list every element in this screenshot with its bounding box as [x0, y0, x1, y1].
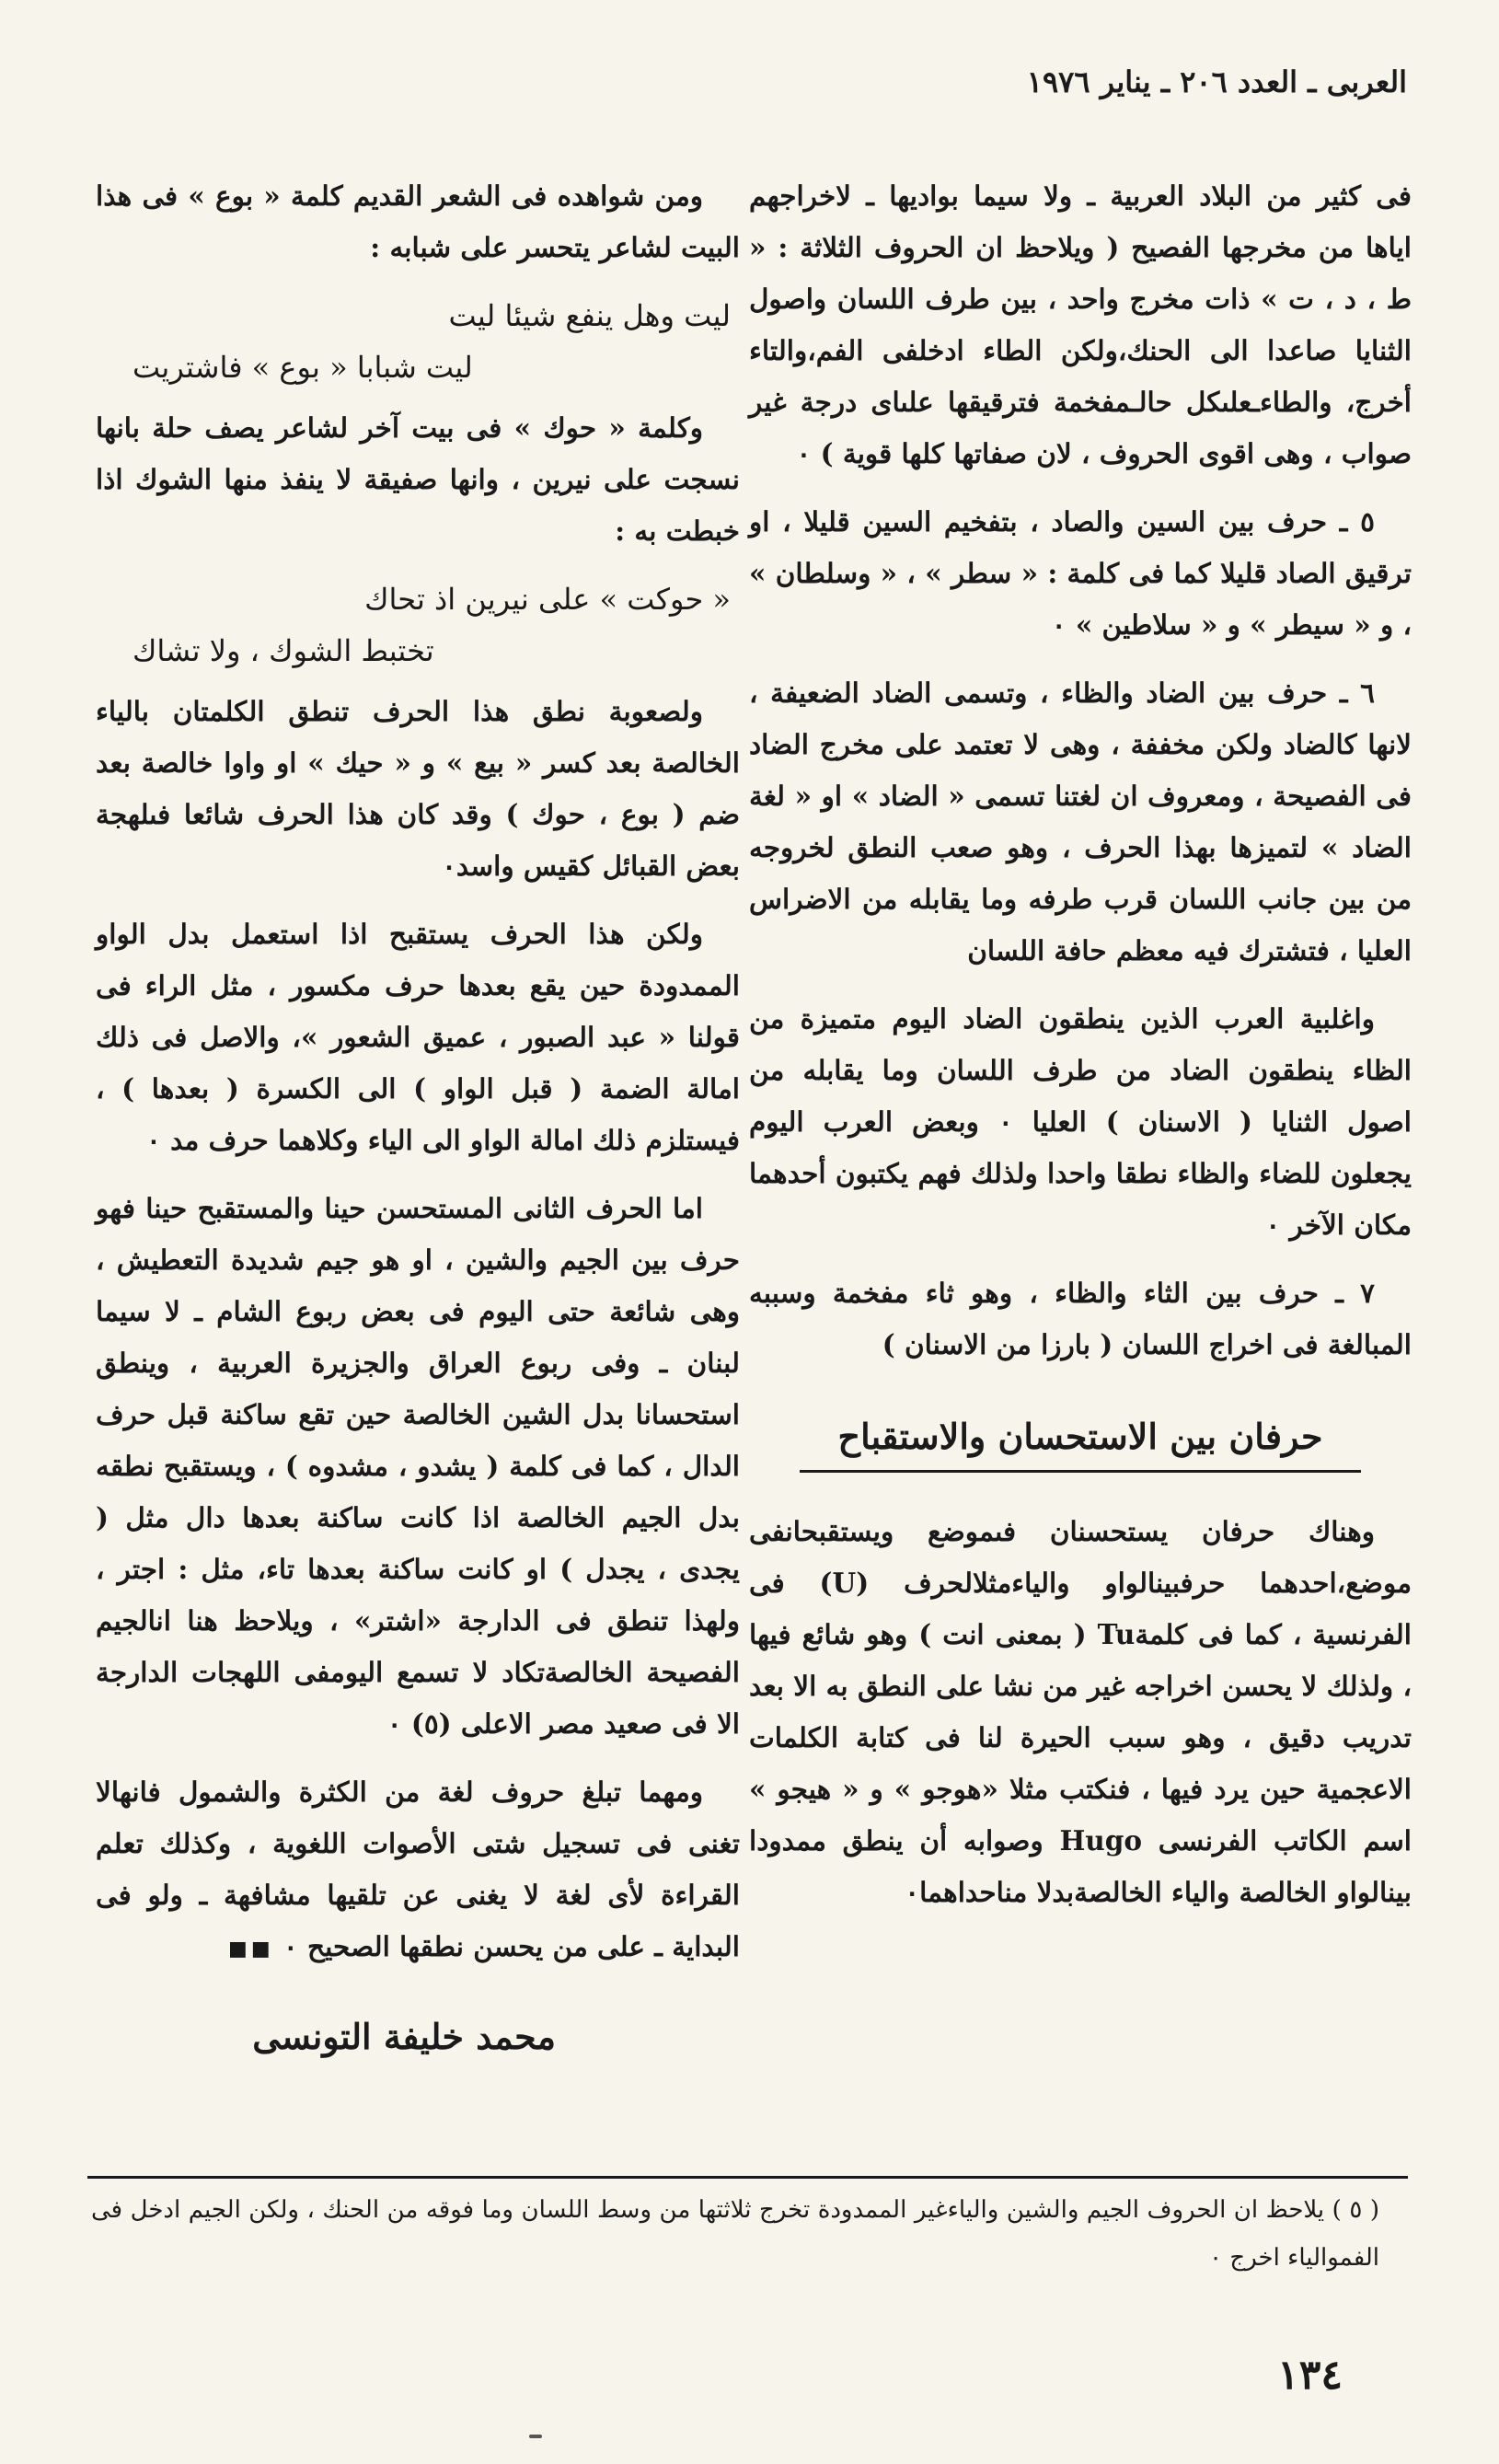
paragraph: وكلمة « حوك » فى بيت آخر لشاعر يصف حلة بانها نسجت على نيرين ، وانها صفيقة لا ينفذ منها الشوك اذا خبطت به :: [96, 411, 740, 547]
verse-block: [96, 290, 740, 393]
paragraph: ٦ ـ حرف بين الضاد والظاء ، وتسمى الضاد الضعيفة ، لانها كالضاد ولكن مخففة ، وهى لا تعتمد على مخرج الضاد فى الفصيحة ، ومعروف ان لغتنا تسمى « الضاد » او « لغة الضاد » لتميزها بهذا الحرف ، وهو صعب النطق لخروجه من بين جانب اللسان قرب طرفه وما يقابله من الاضراس العليا ، فتشترك فيه معظم حافة اللسان: [749, 677, 1412, 966]
paragraph: وهناك حرفان يستحسنان فىموضع ويستقبحانفى موضع،احدهما حرفبينالواو والياءمثلالحرف (U) فى الفرنسية ، كما فى كلمةTu ( بمعنى انت ) وهو شائع فيها ، ولذلك لا يحسن اخراجه غير من نشا على النطق به الا بعد تدريب دقيق ، وهو سبب الحيرة لنا فى كتابة الكلمات الاعجمية حين يرد فيها ، فنكتب مثلا «هوجو » و « هيجو » اسم الكاتب الفرنسى Hugo وصوابه أن ينطق ممدودا بينالواو الخالصة والياء الخالصةبدلا مناحداهما٠: [749, 1515, 1412, 1908]
verse-line: ليت وهل ينفع شيئا ليت: [448, 298, 731, 333]
page-number: ١٣٤: [1277, 2352, 1343, 2399]
paragraph: ٥ ـ حرف بين السين والصاد ، بتفخيم السين قليلا ، او ترقيق الصاد قليلا كما فى كلمة : « سطر » ، « وسلطان » ، و « سيطر » و « سلاطين » ٠: [749, 505, 1412, 641]
verse-line: ليت شبابا « بوع » فاشتريت: [133, 350, 473, 385]
verse-line: تختبط الشوك ، ولا تشاك: [133, 633, 434, 668]
paragraph: ومن شواهده فى الشعر القديم كلمة « بوع » فى هذا البيت لشاعر يتحسر على شبابه :: [96, 179, 740, 263]
left-column: [96, 170, 740, 2063]
author-name: محمد خليفة التونسى: [252, 2016, 556, 2057]
right-column: [749, 170, 1412, 1935]
paragraph: ولكن هذا الحرف يستقبح اذا استعمل بدل الواو الممدودة حين يقع بعدها حرف مكسور ، مثل الراء فى قولنا « عبد الصبور ، عميق الشعور »، والاصل فى ذلك امالة الضمة ( قبل الواو ) الى الكسرة ( بعدها ) ، فيستلزم ذلك امالة الواو الى الياء وكلاهما حرف مد ٠: [96, 918, 740, 1156]
final-paragraph-text: ومهما تبلغ حروف لغة من الكثرة والشمول فانهالا تغنى فى تسجيل شتى الأصوات اللغوية ، وكذلك تعلم القراءة لأى لغة لا يغنى عن تلقيها مشافهة ـ ولو فى البداية ـ على من يحسن نطقها الصحيح ٠: [96, 1776, 740, 1962]
paragraph: ولصعوبة نطق هذا الحرف تنطق الكلمتان بالياء الخالصة بعد كسر « بيع » و « حيك » او واوا خالصة بعد ضم ( بوع ، حوك ) وقد كان هذا الحرف شائعا فىلهجة بعض القبائل كقيس واسد٠: [96, 695, 740, 882]
footnote: ( ٥ ) يلاحظ ان الحروف الجيم والشين والياءغير الممدودة تخرج ثلاثتها من وسط اللسان وما فوقه من الحنك ، ولكن الجيم ادخل فى الفموالياء اخرج ٠: [91, 2196, 1379, 2272]
verse-block: [96, 573, 740, 677]
end-of-article-mark: ■■: [228, 1937, 274, 1961]
paragraph: ٧ ـ حرف بين الثاء والظاء ، وهو ثاء مفخمة وسببه المبالغة فى اخراج اللسان ( بارزا من الاسنان ): [749, 1277, 1412, 1360]
running-header: العربى ـ العدد ٢٠٦ ـ يناير ١٩٧٦: [1026, 64, 1407, 99]
scan-speck: [529, 2435, 542, 2438]
section-title: حرفان بين الاستحسان والاستقباح: [800, 1407, 1361, 1473]
paragraph: فى كثير من البلاد العربية ـ ولا سيما بواديها ـ لاخراجهم اياها من مخرجها الفصيح ( ويلاحظ ان الحروف الثلاثة : « ط ، د ، ت » ذات مخرج واحد ، بين طرف اللسان واصول الثنايا صاعدا الى الحنك،ولكن الطاء ادخلفى الفم،والتاء أخرج، والطاءـعلىكل حالـمفخمة فترقيقها علىاى درجة غير صواب ، وهى اقوى الحروف ، لان صفاتها كلها قوية ) ٠: [749, 179, 1412, 469]
footnote-divider: [87, 2176, 1408, 2179]
paragraph: واغلبية العرب الذين ينطقون الضاد اليوم متميزة من الظاء ينطقون الضاد من طرف اللسان وما يقابله من اصول الثنايا ( الاسنان ) العليا ٠ وبعض العرب اليوم يجعلون للضاء والظاء نطقا واحدا ولذلك فهم يكتبون أحدهما مكان الآخر ٠: [749, 1002, 1412, 1241]
paragraph: اما الحرف الثانى المستحسن حينا والمستقبح حينا فهو حرف بين الجيم والشين ، او هو جيم شديدة التعطيش ، وهى شائعة حتى اليوم فى بعض ربوع الشام ـ لا سيما لبنان ـ وفى ربوع العراق والجزيرة العربية ، وينطق استحسانا بدل الشين الخالصة حين تقع ساكنة قبل حرف الدال ، كما فى كلمة ( يشدو ، مشدوه ) ، ويستقبح نطقه بدل الجيم الخالصة اذا كانت ساكنة بعدها دال مثل ( يجدى ، يجدل ) او كانت ساكنة بعدها تاء، مثل : اجتر ، ولهذا تنطق فى الدارجة «اشتر» ، ويلاحظ هنا انالجيم الفصيحة الخالصةتكاد لا تسمع اليومفى اللهجات الدارجة الا فى صعيد مصر الاعلى (٥) ٠: [96, 1192, 740, 1740]
verse-line: « حوكت » على نيرين اذ تحاك: [364, 582, 731, 617]
paragraph: [96, 1766, 740, 1974]
